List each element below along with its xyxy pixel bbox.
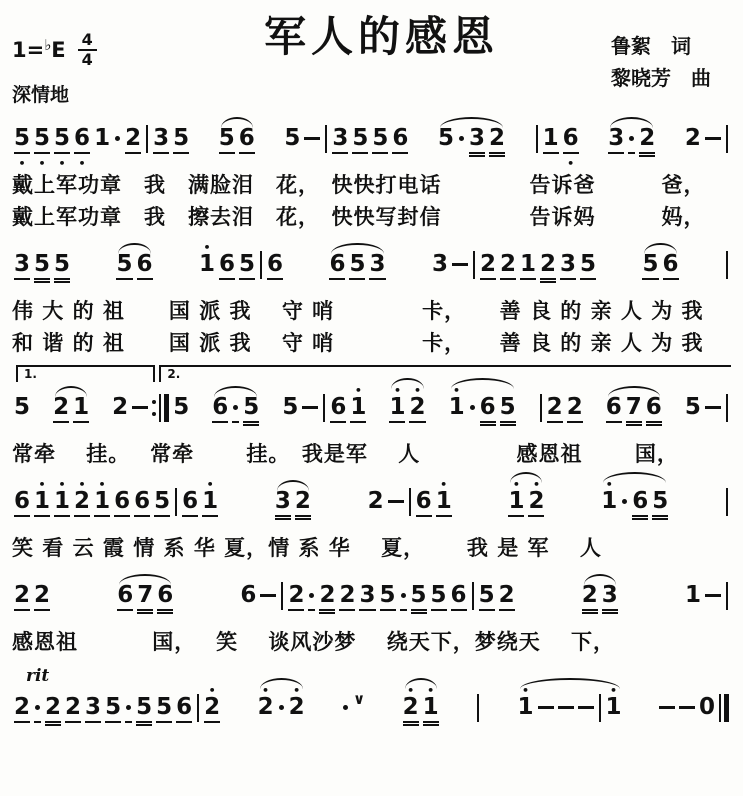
note: 5 — [438, 125, 455, 151]
note: 5 — [173, 394, 190, 420]
duration-dot — [123, 685, 134, 738]
slur-group — [599, 479, 670, 532]
duration-dot — [306, 573, 317, 626]
note: 5 — [241, 385, 261, 438]
note: 2 — [12, 685, 32, 738]
octave-up-dot: • — [521, 684, 530, 697]
octave-up-dot: • — [453, 384, 461, 397]
barline — [175, 488, 177, 516]
note: 5 — [578, 242, 598, 295]
breath-mark: ∨ — [353, 690, 366, 708]
octave-up-dot: • — [532, 478, 540, 491]
note: 3 — [151, 116, 171, 169]
notes-row — [12, 385, 731, 438]
note: 6 — [265, 242, 285, 295]
note-group — [110, 385, 191, 438]
note: 3 — [330, 116, 350, 169]
barline — [726, 251, 728, 279]
note: 5 — [14, 394, 31, 420]
slur-group — [387, 385, 427, 438]
octave-up-dot: • — [427, 684, 435, 697]
duration-dot — [456, 116, 467, 169]
note: 2 — [337, 573, 357, 626]
octave-up-dot: • — [293, 684, 301, 697]
note-group — [537, 385, 585, 438]
duration-dot — [112, 116, 123, 169]
note: 1 — [541, 116, 561, 169]
barline — [726, 582, 728, 610]
note: 6 — [217, 242, 237, 295]
note: 6 — [414, 479, 434, 532]
score-meta — [12, 6, 152, 107]
barline — [599, 694, 601, 722]
barline — [472, 582, 474, 610]
octave-up-dot: • — [78, 478, 86, 491]
notes-row — [12, 573, 731, 626]
dash — [130, 385, 150, 438]
note-group — [12, 385, 32, 438]
octave-up-dot: • — [393, 384, 401, 397]
note: 5 — [52, 242, 72, 295]
note: 2 — [684, 125, 701, 151]
note: 6 — [12, 479, 32, 532]
note: 2 — [637, 116, 657, 169]
note: 5 — [154, 685, 174, 738]
note: 6 — [112, 479, 132, 532]
note: 5 — [347, 242, 367, 295]
note: 5 • — [54, 125, 71, 170]
note-group — [683, 385, 731, 438]
note: 3 — [367, 242, 387, 295]
note: • 1 — [52, 479, 72, 532]
note: 2 — [538, 242, 558, 295]
key-signature — [12, 38, 66, 62]
slur-group — [401, 685, 441, 738]
dash — [536, 685, 556, 738]
slur-group — [327, 242, 387, 295]
lyric-line: 伟 大 的 祖 国 派 我 守 哨 卡， 善 良 的 亲 人 为 我 — [12, 299, 704, 323]
note-group — [12, 573, 52, 626]
octave-up-dot: • — [610, 684, 618, 697]
dash — [386, 479, 406, 532]
note-group — [340, 685, 367, 738]
final-barline — [719, 694, 729, 722]
duration-dot — [626, 116, 637, 169]
note: 3 — [467, 116, 487, 169]
note: • 2 — [407, 385, 427, 438]
octave-up-dot: • — [98, 478, 106, 491]
note: 6 — [478, 385, 498, 438]
note: 3 — [431, 251, 448, 277]
barline — [260, 251, 262, 279]
note: 3 — [606, 116, 626, 169]
note: 5 — [134, 685, 154, 738]
dash — [657, 685, 677, 738]
key-prefix: 1= — [12, 38, 45, 62]
dash — [258, 573, 278, 626]
note: • 1 — [32, 479, 52, 532]
note-group — [280, 385, 368, 438]
note: 6 — [132, 479, 152, 532]
note-group — [474, 685, 482, 722]
note: 6 — [327, 242, 347, 295]
octave-up-dot: • — [206, 478, 214, 491]
note: 5 • — [34, 125, 51, 170]
lyric-line: 笑 看 云 霞 情 系 华 夏，情 系 华 夏， 我 是 军 人 — [12, 536, 602, 560]
note: • 1 — [387, 385, 407, 438]
note: 2 — [123, 116, 143, 169]
repeat-barline — [152, 394, 169, 422]
note: 2 — [32, 573, 52, 626]
slur-group — [640, 242, 680, 295]
slur-group — [217, 116, 257, 169]
slur-group — [506, 479, 546, 532]
note: 5 — [152, 479, 172, 532]
note: 5 — [370, 116, 390, 169]
note: 3 — [558, 242, 578, 295]
note: 5 — [114, 242, 134, 295]
barline — [536, 125, 538, 153]
barline — [726, 488, 728, 516]
time-signature — [78, 32, 97, 68]
note: 5 — [378, 573, 398, 626]
note: 2 — [12, 573, 32, 626]
slur-group — [114, 242, 154, 295]
note: 5 — [350, 116, 370, 169]
note: 6 — [115, 573, 135, 626]
note: 2 — [63, 685, 83, 738]
octave-up-dot: • — [354, 384, 362, 397]
octave-down-dot: • — [78, 157, 86, 170]
note: 6 — [180, 479, 200, 532]
barline — [726, 394, 728, 422]
note: • 2 — [401, 685, 421, 738]
lyric-line: 戴上军功章 我 满脸泪 花， 快快打电话 告诉爸 爸， — [12, 173, 706, 197]
key-letter: E — [51, 38, 66, 62]
note: 6 — [449, 573, 469, 626]
barline — [197, 694, 199, 722]
barline — [323, 394, 325, 422]
note: 3 — [357, 573, 377, 626]
note: 5 — [282, 394, 299, 420]
volta-bracket-1: 1. — [16, 365, 155, 382]
notes-row — [12, 116, 731, 169]
note: 3 — [273, 479, 293, 532]
octave-up-dot: • — [38, 478, 46, 491]
barline — [146, 125, 148, 153]
note: 2 — [51, 385, 71, 438]
note: 6 • — [74, 125, 91, 170]
dash — [302, 116, 322, 169]
lyric-line: 戴上军功章 我 擦去泪 花， 快快写封信 告诉妈 妈， — [12, 205, 706, 229]
dash — [703, 385, 723, 438]
note: • 2 — [202, 685, 222, 738]
system-1 — [12, 116, 731, 233]
note: 1 — [518, 242, 538, 295]
note-group — [683, 573, 731, 626]
note: 5 — [429, 573, 449, 626]
note-group — [12, 685, 222, 738]
note: 5 — [640, 242, 660, 295]
time-signature-denominator: 4 — [81, 50, 93, 69]
note: • 1 — [200, 479, 220, 532]
note-group — [657, 685, 731, 738]
lyric-line: 感恩祖 国， 笑 谈风沙梦 绕天下，梦绕天 下， — [12, 630, 616, 654]
score-header — [12, 6, 731, 107]
octave-up-dot: • — [407, 684, 415, 697]
slur-group — [210, 385, 261, 438]
duration-dot — [398, 573, 409, 626]
note: 5 — [409, 573, 429, 626]
duration-dot — [340, 685, 351, 738]
dash — [677, 685, 697, 738]
lyricist-credit: 鲁絮 词 — [611, 34, 691, 58]
note-group — [430, 242, 598, 295]
note: 3 — [600, 573, 620, 626]
slur-group — [516, 685, 624, 738]
duration-dot — [619, 479, 630, 532]
note: 2 — [498, 242, 518, 295]
note: • 1 — [448, 384, 465, 420]
note: 2 — [487, 116, 507, 169]
note-group — [533, 116, 581, 169]
duration-dot — [276, 685, 287, 738]
note: 2 — [317, 573, 337, 626]
notes-row — [12, 479, 731, 532]
note-group — [282, 116, 410, 169]
composer-credit: 黎晓芳 曲 — [611, 66, 711, 90]
note: • 1 — [198, 241, 215, 277]
slur-group — [273, 479, 313, 532]
slur-group — [447, 385, 518, 438]
note: 6 — [174, 685, 194, 738]
note: 2 — [580, 573, 600, 626]
octave-up-dot: • — [208, 684, 216, 697]
system-5 — [12, 573, 731, 658]
volta-bracket-2: 2. — [159, 365, 731, 382]
note: 2 — [112, 394, 129, 420]
barline — [409, 488, 411, 516]
note: 5 — [684, 394, 701, 420]
note-group — [723, 242, 731, 279]
octave-down-dot: • — [567, 157, 575, 170]
note: 1 — [71, 385, 91, 438]
note: 2 — [367, 488, 384, 514]
expression-marking: 深情地 — [12, 84, 70, 106]
octave-down-dot: • — [38, 157, 46, 170]
note: 3 — [12, 242, 32, 295]
octave-up-dot: • — [262, 684, 270, 697]
dash — [556, 685, 576, 738]
note: 2 — [497, 573, 517, 626]
note-group — [12, 116, 191, 169]
note: • 2 — [288, 684, 305, 720]
note: • 2 — [72, 479, 92, 532]
dash — [576, 685, 596, 738]
note: 5 — [217, 116, 237, 169]
note: • 1 — [517, 684, 534, 720]
note: 6 — [630, 479, 650, 532]
note: • 1 — [506, 479, 526, 532]
note: • 2 — [257, 684, 274, 720]
dash — [703, 116, 723, 169]
time-signature-numerator: 4 — [78, 32, 97, 51]
dash — [300, 385, 320, 438]
note: 2 — [43, 685, 63, 738]
barline — [325, 125, 327, 153]
duration-dot — [230, 385, 241, 438]
octave-up-dot: • — [203, 241, 211, 254]
system-2 — [12, 242, 731, 359]
note: 6 — [644, 385, 664, 438]
note: 6 — [210, 385, 230, 438]
note-group — [366, 479, 454, 532]
octave-up-dot: • — [58, 478, 66, 491]
flat-sign: ♭ — [44, 36, 52, 54]
duration-dot — [32, 685, 43, 738]
note: 2 — [293, 479, 313, 532]
note: 6 — [135, 242, 155, 295]
dash — [703, 573, 723, 626]
tempo-marking: rit — [26, 666, 50, 686]
lyric-line: 和 谐 的 祖 国 派 我 守 哨 卡， 善 良 的 亲 人 为 我 — [12, 331, 704, 355]
slur-group — [604, 385, 664, 438]
note-group — [12, 242, 72, 295]
note: • 1 — [92, 479, 112, 532]
note-group — [683, 116, 731, 169]
note-group — [238, 573, 516, 626]
lyric-line: 常牵 挂。 常牵 挂。 我是军 人 感恩祖 国， — [12, 442, 679, 466]
note: 1 — [94, 125, 111, 151]
note-group — [12, 479, 220, 532]
slur-group — [115, 573, 175, 626]
octave-up-dot: • — [413, 384, 421, 397]
slur-group — [51, 385, 91, 438]
note: • 1 — [421, 685, 441, 738]
note: • 2 — [526, 479, 546, 532]
note: 2 — [545, 385, 565, 438]
system-3 — [12, 367, 731, 470]
dash — [450, 242, 470, 295]
system-6 — [12, 667, 731, 738]
note: 7 — [135, 573, 155, 626]
note: 2 — [286, 573, 306, 626]
barline — [540, 394, 542, 422]
octave-up-dot: • — [512, 478, 520, 491]
barline — [726, 125, 728, 153]
note: 5 — [237, 242, 257, 295]
note-group — [197, 242, 285, 295]
octave-down-dot: • — [18, 157, 26, 170]
octave-down-dot: • — [58, 157, 66, 170]
note: 7 — [624, 385, 644, 438]
note: 5 — [650, 479, 670, 532]
note: 1 — [684, 582, 701, 608]
system-4 — [12, 479, 731, 564]
octave-up-dot: • — [440, 478, 448, 491]
note: 6 — [155, 573, 175, 626]
note: 0 — [698, 694, 715, 720]
score-body — [12, 116, 731, 738]
note: 5 — [103, 685, 123, 738]
note: 2 — [565, 385, 585, 438]
barline — [477, 694, 479, 722]
note: 6 — [237, 116, 257, 169]
note: 5 • — [14, 125, 31, 170]
note-group — [723, 479, 731, 516]
duration-dot — [467, 385, 478, 438]
note: • 1 — [605, 684, 622, 720]
notes-row — [12, 685, 731, 738]
note: 5 — [171, 116, 191, 169]
slur-group — [606, 116, 657, 169]
note: 6 — [604, 385, 624, 438]
note: 6 • — [562, 125, 579, 170]
song-title: 军人的感恩 — [263, 12, 499, 61]
note: • 1 — [348, 385, 368, 438]
notes-row — [12, 242, 731, 295]
note: 5 — [498, 385, 518, 438]
slur-group — [436, 116, 507, 169]
note: 6 — [328, 385, 348, 438]
octave-up-dot: • — [605, 478, 613, 491]
note: 5 — [284, 125, 301, 151]
note: 5 — [477, 573, 497, 626]
barline — [473, 251, 475, 279]
barline — [281, 582, 283, 610]
note: • 1 — [434, 479, 454, 532]
note: 6 — [661, 242, 681, 295]
note: • 1 — [601, 478, 618, 514]
note: 6 — [390, 116, 410, 169]
note: 6 — [240, 582, 257, 608]
note: 5 — [32, 242, 52, 295]
note: 2 — [478, 242, 498, 295]
slur-group — [256, 685, 307, 738]
note: 3 — [83, 685, 103, 738]
slur-group — [580, 573, 620, 626]
